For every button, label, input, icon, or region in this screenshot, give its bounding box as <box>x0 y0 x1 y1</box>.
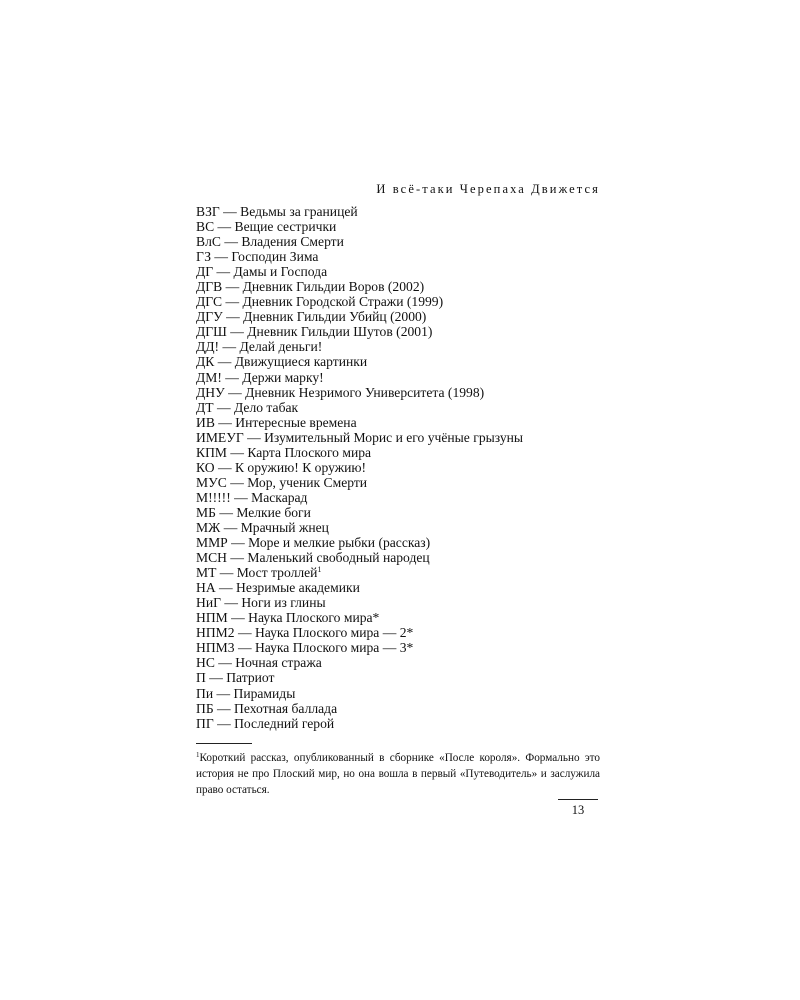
entry-abbreviation: ВС <box>196 219 215 235</box>
entry-title: Наука Плоского мира* <box>248 610 380 626</box>
abbreviation-entry <box>196 279 523 294</box>
entry-abbreviation: ПГ <box>196 715 214 731</box>
abbreviation-entry <box>196 309 523 324</box>
abbreviation-entry <box>196 385 523 400</box>
entry-title: Дело табак <box>233 399 299 415</box>
abbreviation-entry <box>196 550 523 565</box>
abbreviation-entry <box>196 430 523 445</box>
entry-title: Маскарад <box>251 489 308 505</box>
entry-title: Мост троллей <box>236 565 318 581</box>
abbreviation-entry <box>196 460 523 475</box>
abbreviation-entry <box>196 264 523 279</box>
footnote-rule <box>196 743 252 744</box>
entry-abbreviation: ИВ <box>196 414 215 430</box>
footnote-text: Короткий рассказ, опубликованный в сборнике «После короля». Формально это история не про Плоский мир, но она вошла в первый «Путеводитель» и заслужила право остаться. <box>196 752 600 796</box>
entry-separator: — <box>217 459 232 475</box>
abbreviation-entry <box>196 339 523 354</box>
abbreviation-entry <box>196 294 523 309</box>
entry-separator: — <box>234 489 248 505</box>
entry-abbreviation: НА <box>196 580 216 596</box>
entry-title: Дамы и Господа <box>233 264 328 280</box>
abbreviation-entry <box>196 505 523 520</box>
entry-separator: — <box>218 414 232 430</box>
entry-abbreviation: МТ <box>196 565 217 581</box>
entry-separator: — <box>217 700 231 716</box>
abbreviation-entry <box>196 520 523 535</box>
entry-title: Наука Плоского мира — 3* <box>254 640 414 656</box>
entry-title: Незримые академики <box>236 580 360 596</box>
entry-title: Дневник Незримого Университета (1998) <box>245 384 485 400</box>
entry-separator: — <box>230 550 244 566</box>
entry-title: Дневник Гильдии Воров (2002) <box>242 279 425 295</box>
entry-abbreviation: НС <box>196 655 215 671</box>
entry-title: Господин Зима <box>231 249 319 265</box>
entry-separator: — <box>217 354 232 370</box>
page-number-rule <box>558 799 598 800</box>
abbreviation-entry <box>196 595 523 610</box>
entry-title: Патриот <box>226 670 275 686</box>
entry-abbreviation: ДНУ <box>196 384 225 400</box>
running-head: И всё-таки Черепаха Движется <box>376 182 600 196</box>
entry-separator: — <box>228 384 242 400</box>
footnote-reference: 1 <box>317 565 322 575</box>
abbreviation-entry <box>196 400 523 415</box>
abbreviation-entry <box>196 535 523 550</box>
entry-title: К оружию! К оружию! <box>234 459 367 475</box>
entry-separator: — <box>216 399 231 415</box>
abbreviation-entry <box>196 415 523 430</box>
entry-abbreviation: ДК <box>196 354 215 370</box>
entry-title: Последний герой <box>234 715 335 731</box>
entry-abbreviation: ММР <box>196 535 228 551</box>
entry-separator: — <box>219 504 233 520</box>
abbreviation-entry <box>196 249 523 264</box>
entry-separator: — <box>225 279 240 295</box>
entry-abbreviation: МБ <box>196 504 216 520</box>
entry-separator: — <box>226 309 240 325</box>
entry-separator: — <box>237 625 252 641</box>
entry-abbreviation: МЖ <box>196 519 221 535</box>
entry-title: Вещие сестрички <box>234 219 337 235</box>
entry-separator: — <box>216 685 231 701</box>
entry-separator: — <box>224 595 238 611</box>
entry-title: Мрачный жнец <box>240 519 329 535</box>
entry-title: Ведьмы за границей <box>240 204 358 219</box>
abbreviation-entry <box>196 716 523 731</box>
abbreviation-entry <box>196 565 523 580</box>
entry-abbreviation: НПМ <box>196 610 228 626</box>
entry-separator: — <box>219 580 233 596</box>
entry-abbreviation: ПБ <box>196 700 214 716</box>
entry-abbreviation: ДТ <box>196 399 214 415</box>
entry-title: Ноги из глины <box>241 595 326 611</box>
entry-abbreviation: ДД! <box>196 339 220 355</box>
entry-title: Дневник Городской Стражи (1999) <box>242 294 444 310</box>
entry-separator: — <box>225 294 240 310</box>
entry-separator: — <box>230 444 244 460</box>
entry-separator: — <box>231 535 245 551</box>
entry-abbreviation: ГЗ <box>196 249 212 265</box>
entry-abbreviation: ДГШ <box>196 324 227 340</box>
abbreviation-entry <box>196 655 523 670</box>
abbreviation-list <box>196 204 523 731</box>
entry-separator: — <box>230 474 244 490</box>
abbreviation-entry <box>196 324 523 339</box>
abbreviation-entry <box>196 354 523 369</box>
entry-abbreviation: КО <box>196 459 215 475</box>
entry-title: Делай деньги! <box>239 339 323 355</box>
entry-separator: — <box>237 640 252 656</box>
entry-abbreviation: ДГВ <box>196 279 223 295</box>
entry-separator: — <box>224 234 238 250</box>
entry-separator: — <box>216 264 231 280</box>
entry-separator: — <box>218 655 232 671</box>
entry-abbreviation: ДГ <box>196 264 214 280</box>
abbreviation-entry <box>196 625 523 640</box>
entry-separator: — <box>223 204 237 219</box>
entry-abbreviation: МУС <box>196 474 227 490</box>
entry-abbreviation: Пи <box>196 685 214 701</box>
entry-separator: — <box>217 715 231 731</box>
entry-title: Маленький свободный народец <box>247 550 430 566</box>
abbreviation-entry <box>196 670 523 685</box>
abbreviation-entry <box>196 640 523 655</box>
footnote-marker: 1 <box>196 751 200 759</box>
entry-title: Владения Смерти <box>241 234 344 250</box>
page-number: 13 <box>571 803 585 817</box>
entry-title: Изумительный Морис и его учёные грызуны <box>264 429 524 445</box>
entry-title: Движущиеся картинки <box>234 354 368 370</box>
entry-title: Мор, ученик Смерти <box>247 474 368 490</box>
entry-title: Дневник Гильдии Шутов (2001) <box>247 324 433 340</box>
entry-separator: — <box>247 429 261 445</box>
entry-title: Пехотная баллада <box>234 700 338 716</box>
entry-abbreviation: НПМ3 <box>196 640 235 656</box>
entry-separator: — <box>231 610 245 626</box>
entry-title: Пирамиды <box>233 685 296 701</box>
abbreviation-entry <box>196 686 523 701</box>
entry-separator: — <box>217 219 232 235</box>
entry-title: Держи марку! <box>242 369 324 385</box>
abbreviation-entry <box>196 580 523 595</box>
abbreviation-entry <box>196 370 523 385</box>
footnote <box>196 750 600 798</box>
entry-separator: — <box>209 670 223 686</box>
abbreviation-entry <box>196 234 523 249</box>
entry-abbreviation: ДГС <box>196 294 223 310</box>
abbreviation-entry <box>196 204 523 219</box>
entry-separator: — <box>222 339 237 355</box>
entry-title: Море и мелкие рыбки (рассказ) <box>248 535 431 551</box>
abbreviation-entry <box>196 610 523 625</box>
entry-abbreviation: М!!!!! <box>196 489 231 505</box>
entry-abbreviation: ВЗГ <box>196 204 220 219</box>
entry-separator: — <box>225 369 239 385</box>
entry-abbreviation: П <box>196 670 206 686</box>
entry-abbreviation: МСН <box>196 550 227 566</box>
entry-title: Карта Плоского мира <box>247 444 372 460</box>
abbreviation-entry <box>196 475 523 490</box>
entry-abbreviation: ДГУ <box>196 309 223 325</box>
entry-separator: — <box>223 519 238 535</box>
entry-abbreviation: КПМ <box>196 444 227 460</box>
entry-abbreviation: ВлС <box>196 234 221 250</box>
abbreviation-entry <box>196 490 523 505</box>
entry-separator: — <box>219 565 234 581</box>
entry-abbreviation: ДМ! <box>196 369 222 385</box>
entry-title: Мелкие боги <box>236 504 311 520</box>
abbreviation-entry <box>196 701 523 716</box>
entry-abbreviation: НПМ2 <box>196 625 235 641</box>
entry-title: Дневник Гильдии Убийц (2000) <box>243 309 427 325</box>
entry-abbreviation: НиГ <box>196 595 221 611</box>
abbreviation-entry <box>196 445 523 460</box>
entry-separator: — <box>230 324 244 340</box>
entry-separator: — <box>214 249 229 265</box>
entry-abbreviation: ИМЕУГ <box>196 429 244 445</box>
entry-title: Ночная стража <box>235 655 322 671</box>
entry-title: Интересные времена <box>235 414 357 430</box>
entry-title: Наука Плоского мира — 2* <box>254 625 414 641</box>
abbreviation-entry <box>196 219 523 234</box>
